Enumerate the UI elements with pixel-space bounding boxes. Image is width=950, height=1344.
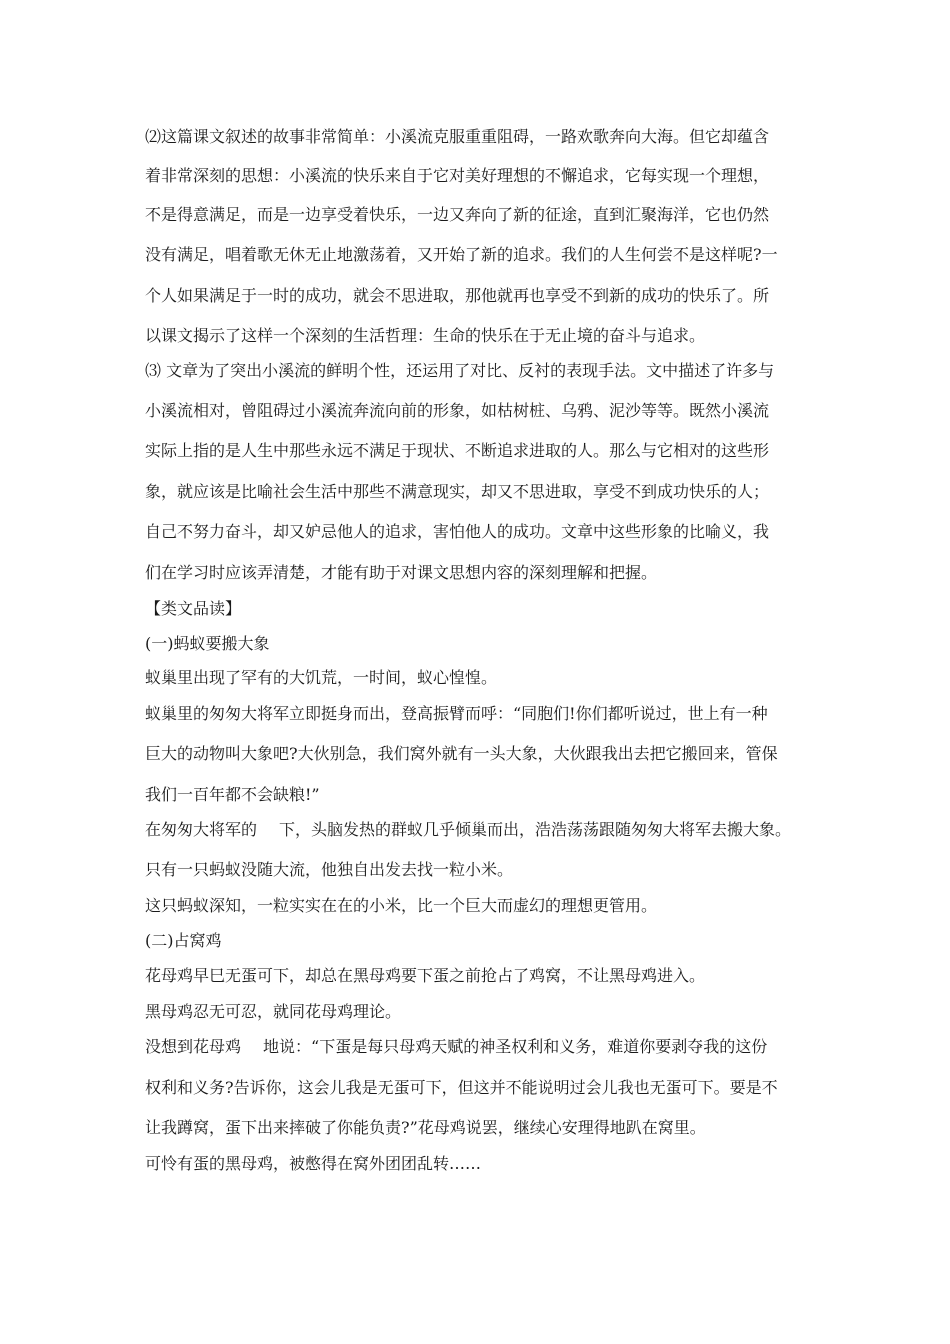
paragraph-line: 花母鸡早巳无蛋可下，却总在黑母鸡要下蛋之前抢占了鸡窝，不让黑母鸡进入。 [145, 966, 706, 985]
line-segment: 下，头脑发热的群蚁几乎倾巢而出，浩浩荡荡跟随匆匆大将军去搬大象。 [279, 820, 792, 839]
paragraph-line: 个人如果满足于一时的成功，就会不思进取，那他就再也享受不到新的成功的快乐了。所 [145, 286, 770, 305]
paragraph-line: 权利和义务?告诉你，这会儿我是无蛋可下，但这并不能说明过会儿我也无蛋可下。要是不 [145, 1078, 778, 1097]
paragraph-line: ⑵这篇课文叙述的故事非常简单：小溪流克服重重阻碍，一路欢歌奔向大海。但它却蕴含 [145, 127, 770, 146]
paragraph-line: 这只蚂蚁深知，一粒实实在在的小米，比一个巨大而虚幻的理想更管用。 [145, 896, 658, 915]
paragraph-line: 象，就应该是比喻社会生活中那些不满意现实，却又不思进取，享受不到成功快乐的人； [145, 482, 770, 501]
section-heading: 【类文品读】 [145, 599, 242, 618]
paragraph-line: 让我蹲窝，蛋下出来摔破了你能负责?”花母鸡说罢，继续心安理得地趴在窝里。 [145, 1118, 706, 1137]
paragraph-line: 们在学习时应该弄清楚，才能有助于对课文思想内容的深刻理解和把握。 [145, 563, 658, 582]
paragraph-line: 蚁巢里的匆匆大将军立即挺身而出，登高振臂而呼：“同胞们!你们都听说过，世上有一种 [145, 704, 768, 723]
paragraph-line [145, 1037, 825, 1057]
paragraph-line: 黑母鸡忍无可忍，就同花母鸡理论。 [145, 1002, 402, 1021]
paragraph-line: 以课文揭示了这样一个深刻的生活哲理：生命的快乐在于无止境的奋斗与追求。 [145, 326, 706, 345]
paragraph-line: 自己不努力奋斗，却又妒忌他人的追求，害怕他人的成功。文章中这些形象的比喻义，我 [145, 522, 770, 541]
paragraph-line: 蚁巢里出现了罕有的大饥荒，一时间，蚁心惶惶。 [145, 668, 498, 687]
paragraph-line: ⑶ 文章为了突出小溪流的鲜明个性，还运用了对比、反衬的表现手法。文中描述了许多与 [145, 361, 775, 380]
paragraph-line: 小溪流相对，曾阻碍过小溪流奔流向前的形象，如枯树桩、乌鸦、泥沙等等。既然小溪流 [145, 401, 770, 420]
paragraph-line: 我们一百年都不会缺粮!” [145, 785, 320, 804]
paragraph-line [145, 820, 825, 840]
paragraph-line: 只有一只蚂蚁没随大流，他独自出发去找一粒小米。 [145, 860, 514, 879]
story-title: (一)蚂蚁要搬大象 [145, 634, 270, 653]
line-segment: 没想到花母鸡 [145, 1037, 242, 1056]
line-segment: 地说：“下蛋是每只母鸡天赋的神圣权利和义务，难道你要剥夺我的这份 [263, 1037, 768, 1056]
paragraph-line: 不是得意满足，而是一边享受着快乐，一边又奔向了新的征途，直到汇聚海洋，它也仍然 [145, 205, 770, 224]
line-segment: 在匆匆大将军的 [145, 820, 258, 839]
paragraph-line: 着非常深刻的思想：小溪流的快乐来自于它对美好理想的不懈追求，它每实现一个理想， [145, 166, 770, 185]
story-title: (二)占窝鸡 [145, 931, 222, 950]
paragraph-line: 实际上指的是人生中那些永远不满足于现状、不断追求进取的人。那么与它相对的这些形 [145, 441, 770, 460]
paragraph-line: 可怜有蛋的黑母鸡，被憋得在窝外团团乱转…… [145, 1154, 482, 1173]
paragraph-line: 没有满足，唱着歌无休无止地激荡着，又开始了新的追求。我们的人生何尝不是这样呢?一 [145, 245, 778, 264]
paragraph-line: 巨大的动物叫大象吧?大伙别急，我们窝外就有一头大象，大伙跟我出去把它搬回来，管保 [145, 744, 778, 763]
